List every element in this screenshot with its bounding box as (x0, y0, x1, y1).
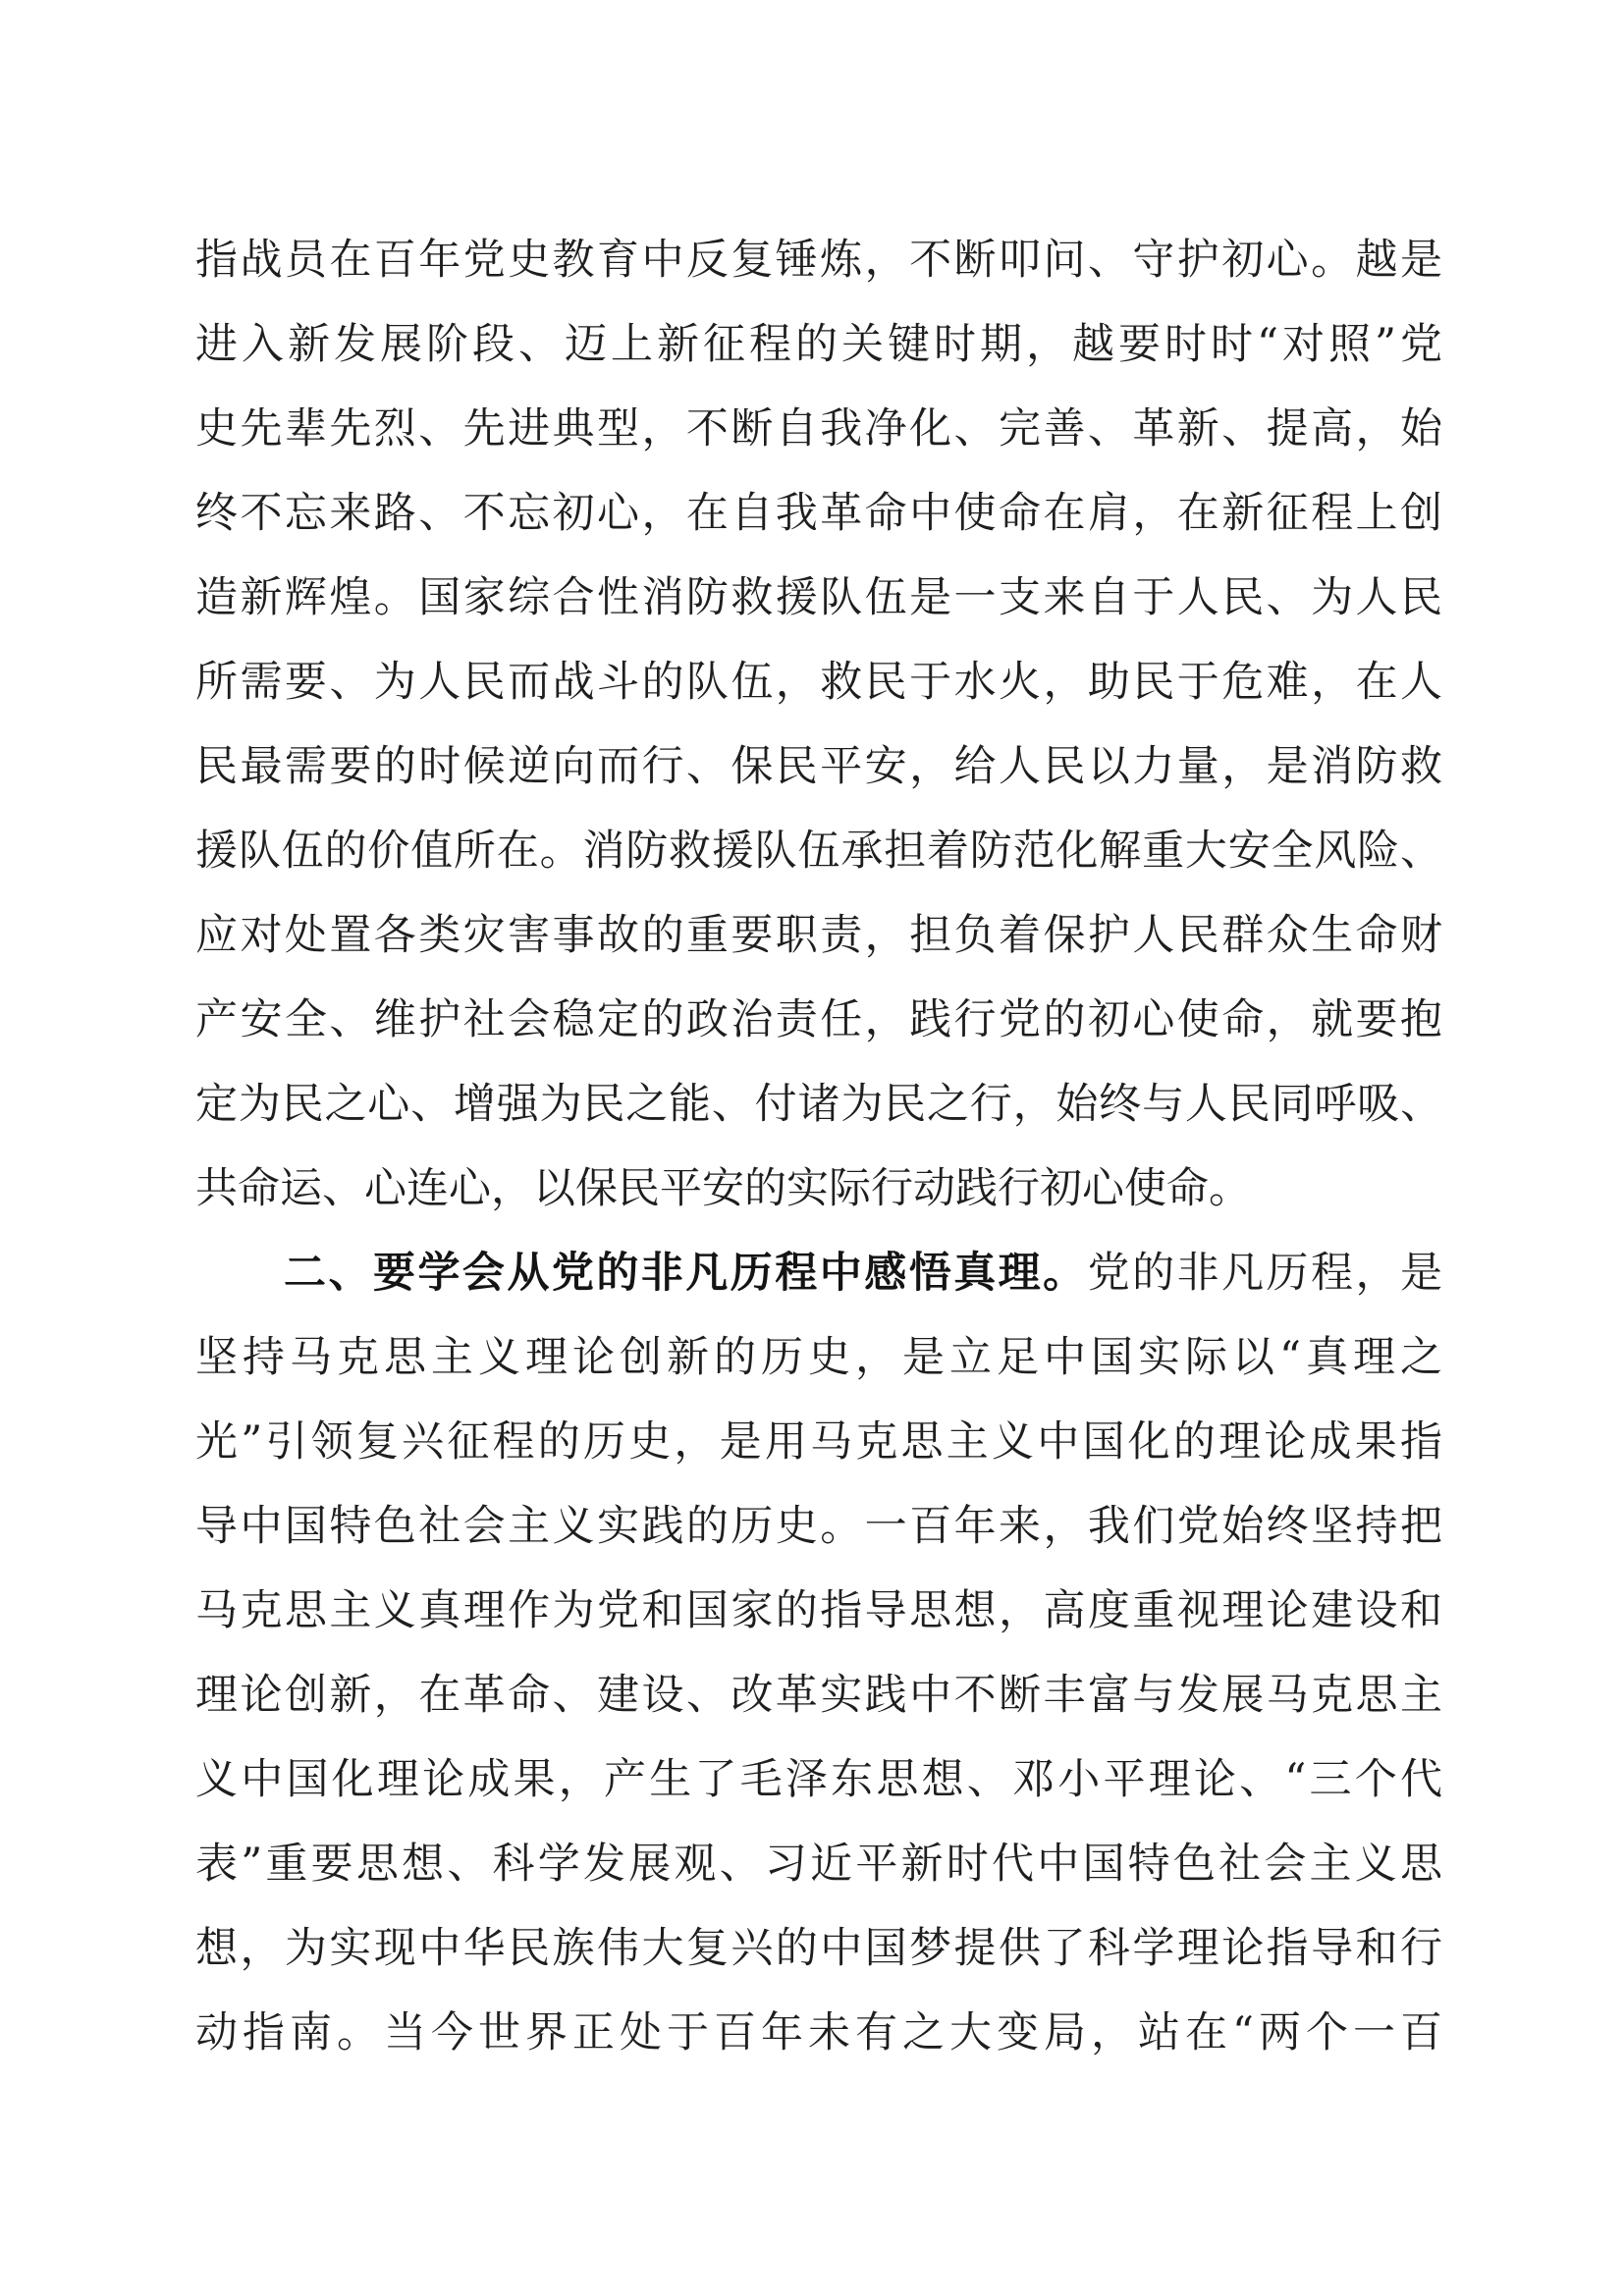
paragraph-1-line-5: 造新辉煌。国家综合性消防救援队伍是一支来自于人民、为人民 (195, 573, 1442, 622)
paragraph-2-line-10: 动指南。当今世界正处于百年未有之大变局，站在“两个一百 (195, 2008, 1442, 2057)
paragraph-2-line-6: 理论创新，在革命、建设、改革实践中不断丰富与发展马克思主 (195, 1671, 1442, 1720)
paragraph-1-line-2: 进入新发展阶段、迈上新征程的关键时期，越要时时“对照”党 (195, 320, 1442, 369)
paragraph-1-line-10: 产安全、维护社会稳定的政治责任，践行党的初心使命，就要抱 (195, 995, 1442, 1044)
section-heading: 二、要学会从党的非凡历程中感悟真理。 (284, 1249, 1088, 1298)
paragraph-1-line-4: 终不忘来路、不忘初心，在自我革命中使命在肩，在新征程上创 (195, 489, 1442, 538)
document-body (195, 218, 1442, 2075)
paragraph-1-line-1: 指战员在百年党史教育中反复锤炼，不断叩问、守护初心。越是 (195, 236, 1442, 285)
paragraph-1-line-12: 共命运、心连心，以保民平安的实际行动践行初心使命。 (195, 1164, 1251, 1213)
paragraph-2-line-7: 义中国化理论成果，产生了毛泽东思想、邓小平理论、“三个代 (195, 1755, 1442, 1804)
paragraph-2-line-1 (195, 1231, 1442, 1315)
paragraph-2-line-3: 光”引领复兴征程的历史，是用马克思主义中国化的理论成果指 (195, 1417, 1442, 1467)
paragraph-1-line-11: 定为民之心、增强为民之能、付诸为民之行，始终与人民同呼吸、 (195, 1080, 1442, 1129)
paragraph-1-line-6: 所需要、为人民而战斗的队伍，救民于水火，助民于危难，在人 (195, 658, 1442, 707)
paragraph-2-line-4: 导中国特色社会主义实践的历史。一百年来，我们党始终坚持把 (195, 1502, 1442, 1551)
paragraph-2-line-5: 马克思主义真理作为党和国家的指导思想，高度重视理论建设和 (195, 1586, 1442, 1635)
paragraph-1-line-9: 应对处置各类灾害事故的重要职责，担负着保护人民群众生命财 (195, 911, 1442, 960)
paragraph-2-line-9: 想，为实现中华民族伟大复兴的中国梦提供了科学理论指导和行 (195, 1924, 1442, 1973)
paragraph-1-line-8: 援队伍的价值所在。消防救援队伍承担着防范化解重大安全风险、 (195, 827, 1442, 876)
section-heading-continuation: 党的非凡历程，是 (1087, 1249, 1443, 1298)
paragraph-2-line-2: 坚持马克思主义理论创新的历史，是立足中国实际以“真理之 (195, 1333, 1442, 1382)
paragraph-1-line-7: 民最需要的时候逆向而行、保民平安，给人民以力量，是消防救 (195, 742, 1442, 791)
paragraph-1-line-3: 史先辈先烈、先进典型，不断自我净化、完善、革新、提高，始 (195, 404, 1442, 454)
paragraph-2-line-8: 表”重要思想、科学发展观、习近平新时代中国特色社会主义思 (195, 1840, 1442, 1889)
